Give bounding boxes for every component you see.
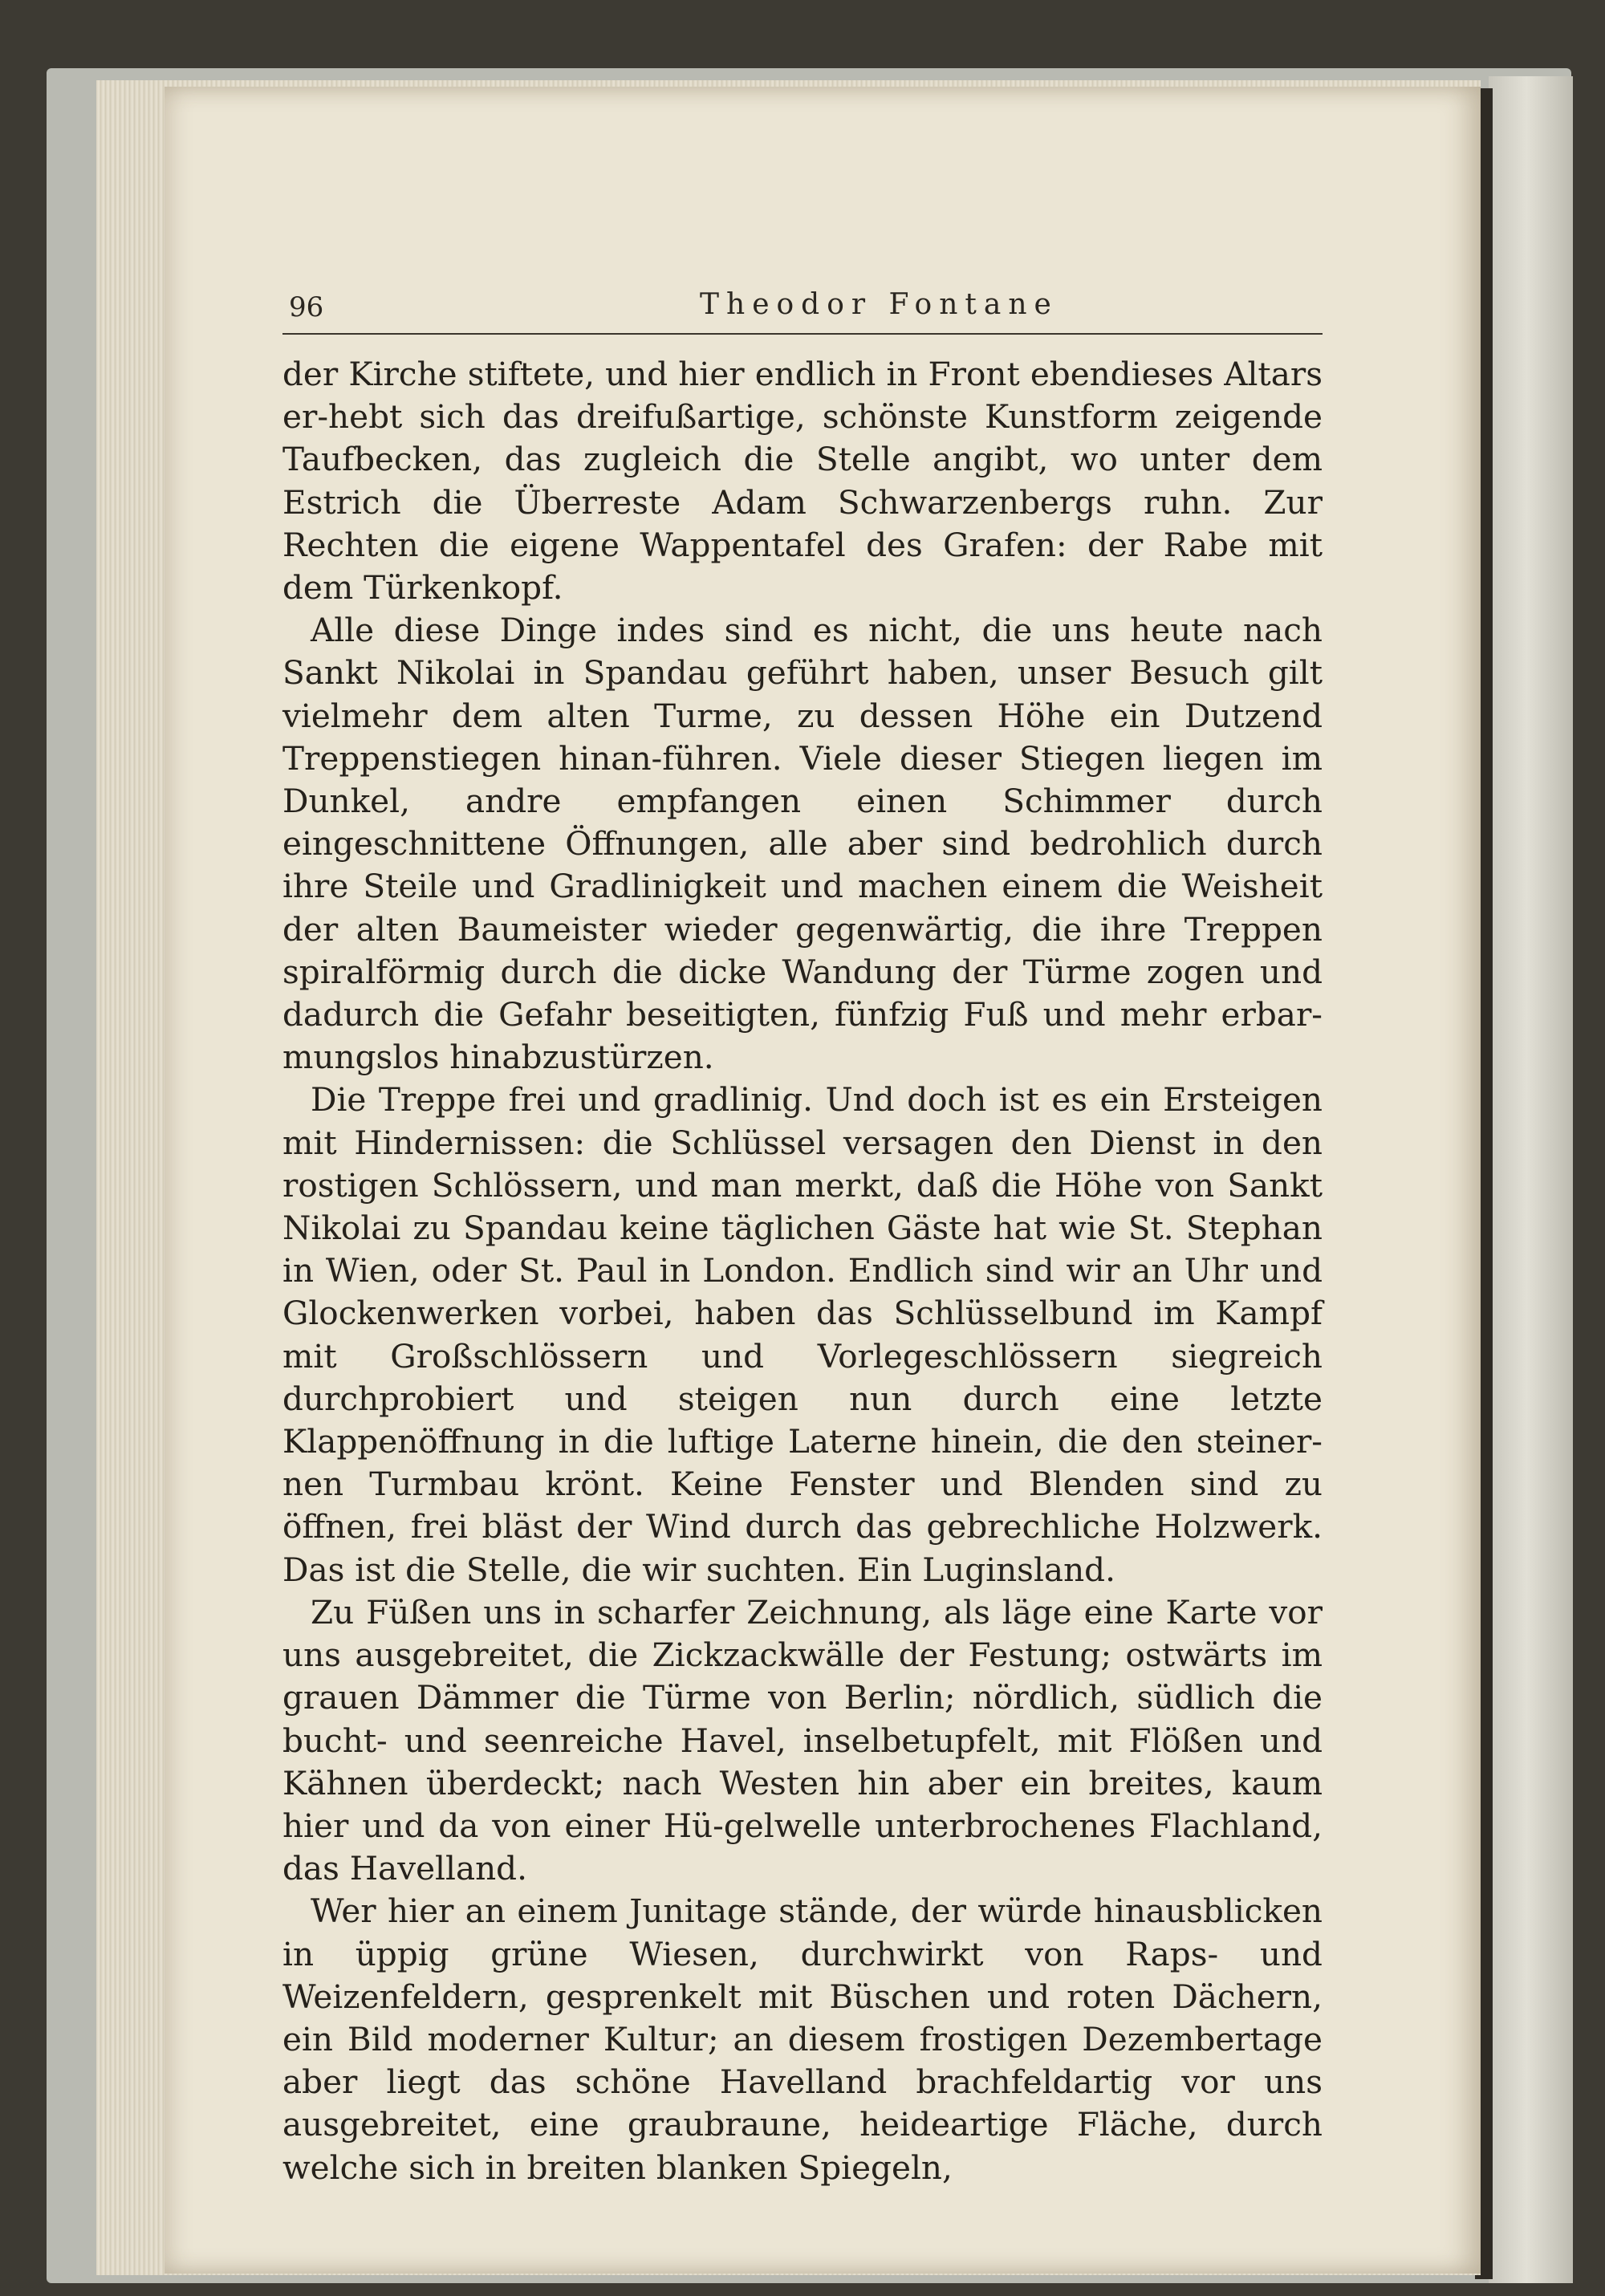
page-header: [282, 285, 1323, 335]
paragraph: Die Treppe frei und gradlinig. Und doch ist es ein Ersteigen mit Hindernissen: die Schlüssel versagen den Dienst in den rostigen Schlössern, und man merkt, daß die Höhe von Sankt Nikolai zu Spandau keine täglichen Gäste hat wie St. Stephan in Wien, oder St. Paul in London. Endlich sind wir an Uhr und Glockenwerken vorbei, haben das Schlüsselbund im Kampf mit Großschlössern und Vorlegeschlössern siegreich durchprobiert und steigen nun durch eine letzte Klappenöffnung in die luftige Laterne hinein, die den steiner-nen Turmbau krönt. Keine Fenster und Blenden sind zu öffnen, frei bläst der Wind durch das gebrechliche Holzwerk. Das ist die Stelle, die wir suchten. Ein Luginsland.: [282, 1080, 1323, 1589]
body-text: [282, 353, 1323, 2189]
paragraph: der Kirche stiftete, und hier endlich in Front ebendieses Altars er-hebt sich das dreifußartige, schönste Kunstform zeigende Taufbecken, das zugleich die Stelle angibt, wo unter dem Estrich die Überreste Adam Schwarzenbergs ruhn. Zur Rechten die eigene Wappentafel des Grafen: der Rabe mit dem Türkenkopf.: [282, 355, 1323, 608]
paragraph: Zu Füßen uns in scharfer Zeichnung, als läge eine Karte vor uns ausgebreitet, die Zickzackwälle der Festung; ostwärts im grauen Dämmer die Türme von Berlin; nördlich, südlich die bucht- und seenreiche Havel, inselbetupfelt, mit Flößen und Kähnen überdeckt; nach Westen hin aber ein breites, kaum hier und da von einer Hü-gelwelle unterbrochenes Flachland, das Havelland.: [282, 1592, 1323, 1888]
page-number: 96: [289, 291, 324, 323]
running-head: Theodor Fontane: [700, 288, 1058, 321]
facing-page-edge: [1489, 76, 1573, 2283]
paragraph: Wer hier an einem Junitage stände, der würde hinausblicken in üppig grüne Wiesen, durchwirkt von Raps- und Weizenfeldern, gesprenkelt mit Büschen und roten Dächern, ein Bild moderner Kultur; an diesem frostigen Dezembertage aber liegt das schöne Havelland brachfeldartig vor uns ausgebreitet, eine graubraune, heideartige Fläche, durch welche sich in breiten blanken Spiegeln,: [282, 1892, 1323, 2187]
paragraph: Alle diese Dinge indes sind es nicht, die uns heute nach Sankt Nikolai in Spandau geführt haben, unser Besuch gilt vielmehr dem alten Turme, zu dessen Höhe ein Dutzend Treppenstiegen hinan-führen. Viele dieser Stiegen liegen im Dunkel, andre empfangen einen Schimmer durch eingeschnittene Öffnungen, alle aber sind bedrohlich durch ihre Steile und Gradlinigkeit und machen einem die Weisheit der alten Baumeister wieder gegenwärtig, die ihre Treppen spiralförmig durch die dicke Wandung der Türme zogen und dadurch die Gefahr beseitigten, fünfzig Fuß und mehr erbar-mungslos hinabzustürzen.: [282, 611, 1323, 1077]
